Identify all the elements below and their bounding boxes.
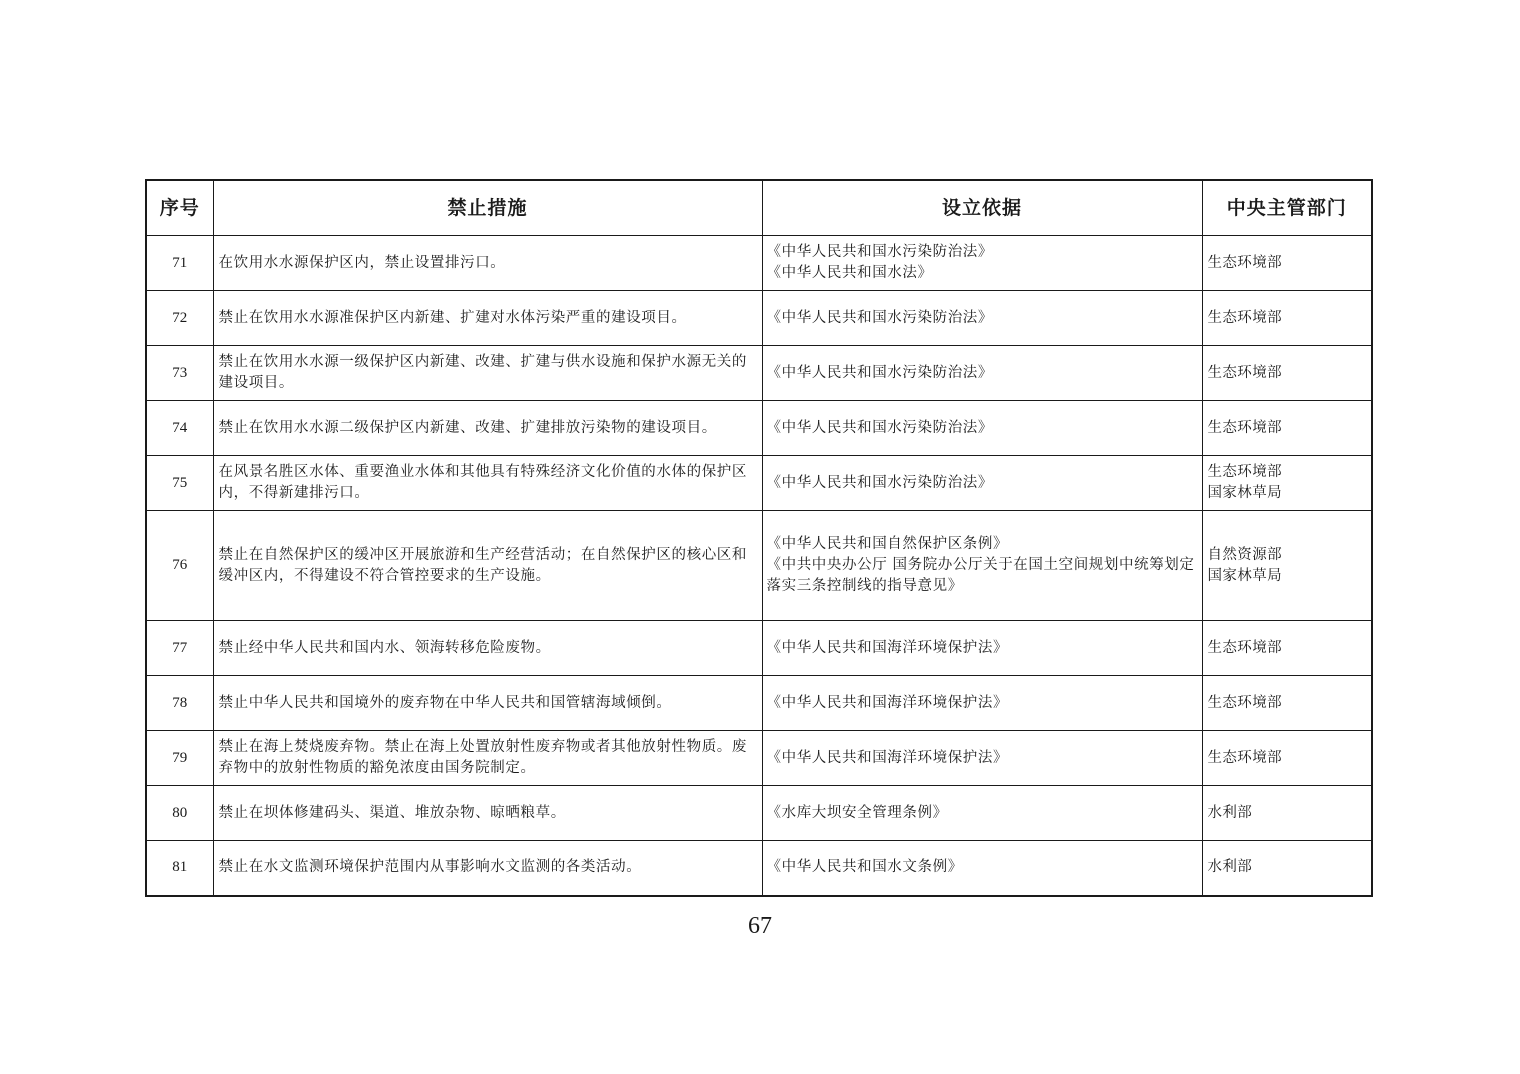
table-row (146, 236, 1372, 291)
row-department: 生态环境部 (1202, 676, 1372, 731)
row-basis: 《中华人民共和国水污染防治法》 (762, 291, 1202, 346)
row-measure: 禁止在饮用水水源二级保护区内新建、改建、扩建排放污染物的建设项目。 (213, 401, 762, 456)
header-central-department: 中央主管部门 (1202, 180, 1372, 236)
row-number: 76 (146, 511, 213, 621)
row-department: 生态环境部 (1202, 621, 1372, 676)
row-basis: 《水库大坝安全管理条例》 (762, 786, 1202, 841)
row-measure: 禁止在海上焚烧废弃物。禁止在海上处置放射性废弃物或者其他放射性物质。废弃物中的放射性物质的豁免浓度由国务院制定。 (213, 731, 762, 786)
row-department: 生态环境部 国家林草局 (1202, 456, 1372, 511)
row-number: 72 (146, 291, 213, 346)
row-basis: 《中华人民共和国水污染防治法》 (762, 346, 1202, 401)
row-department: 生态环境部 (1202, 291, 1372, 346)
header-serial-number: 序号 (146, 180, 213, 236)
table-row (146, 786, 1372, 841)
table-row (146, 511, 1372, 621)
header-legal-basis: 设立依据 (762, 180, 1202, 236)
row-department: 生态环境部 (1202, 346, 1372, 401)
row-number: 80 (146, 786, 213, 841)
row-basis: 《中华人民共和国水文条例》 (762, 841, 1202, 896)
row-department: 生态环境部 (1202, 401, 1372, 456)
table-row (146, 346, 1372, 401)
row-basis: 《中华人民共和国自然保护区条例》 《中共中央办公厅 国务院办公厅关于在国土空间规划中统筹划定落实三条控制线的指导意见》 (762, 511, 1202, 621)
row-measure: 禁止在坝体修建码头、渠道、堆放杂物、晾晒粮草。 (213, 786, 762, 841)
table-row (146, 841, 1372, 896)
row-measure: 在饮用水水源保护区内，禁止设置排污口。 (213, 236, 762, 291)
row-measure: 禁止经中华人民共和国内水、领海转移危险废物。 (213, 621, 762, 676)
row-number: 77 (146, 621, 213, 676)
row-basis: 《中华人民共和国水污染防治法》 《中华人民共和国水法》 (762, 236, 1202, 291)
row-basis: 《中华人民共和国水污染防治法》 (762, 401, 1202, 456)
row-measure: 禁止中华人民共和国境外的废弃物在中华人民共和国管辖海域倾倒。 (213, 676, 762, 731)
row-measure: 禁止在自然保护区的缓冲区开展旅游和生产经营活动；在自然保护区的核心区和缓冲区内，不得建设不符合管控要求的生产设施。 (213, 511, 762, 621)
row-number: 74 (146, 401, 213, 456)
row-measure: 禁止在饮用水水源准保护区内新建、扩建对水体污染严重的建设项目。 (213, 291, 762, 346)
header-prohibited-measure: 禁止措施 (213, 180, 762, 236)
table-row (146, 401, 1372, 456)
row-basis: 《中华人民共和国海洋环境保护法》 (762, 621, 1202, 676)
row-basis: 《中华人民共和国海洋环境保护法》 (762, 676, 1202, 731)
table-row (146, 731, 1372, 786)
row-number: 73 (146, 346, 213, 401)
row-number: 78 (146, 676, 213, 731)
row-measure: 禁止在水文监测环境保护范围内从事影响水文监测的各类活动。 (213, 841, 762, 896)
row-number: 71 (146, 236, 213, 291)
table-row (146, 676, 1372, 731)
table-row (146, 621, 1372, 676)
row-department: 自然资源部 国家林草局 (1202, 511, 1372, 621)
table-header-row (146, 180, 1372, 236)
table-row (146, 456, 1372, 511)
row-department: 水利部 (1202, 786, 1372, 841)
row-measure: 禁止在饮用水水源一级保护区内新建、改建、扩建与供水设施和保护水源无关的建设项目。 (213, 346, 762, 401)
row-basis: 《中华人民共和国水污染防治法》 (762, 456, 1202, 511)
table-row (146, 291, 1372, 346)
row-measure: 在风景名胜区水体、重要渔业水体和其他具有特殊经济文化价值的水体的保护区内，不得新建排污口。 (213, 456, 762, 511)
row-basis: 《中华人民共和国海洋环境保护法》 (762, 731, 1202, 786)
page-number: 67 (748, 913, 772, 939)
row-department: 水利部 (1202, 841, 1372, 896)
row-department: 生态环境部 (1202, 731, 1372, 786)
prohibition-table (145, 179, 1373, 897)
row-department: 生态环境部 (1202, 236, 1372, 291)
row-number: 81 (146, 841, 213, 896)
row-number: 79 (146, 731, 213, 786)
row-number: 75 (146, 456, 213, 511)
